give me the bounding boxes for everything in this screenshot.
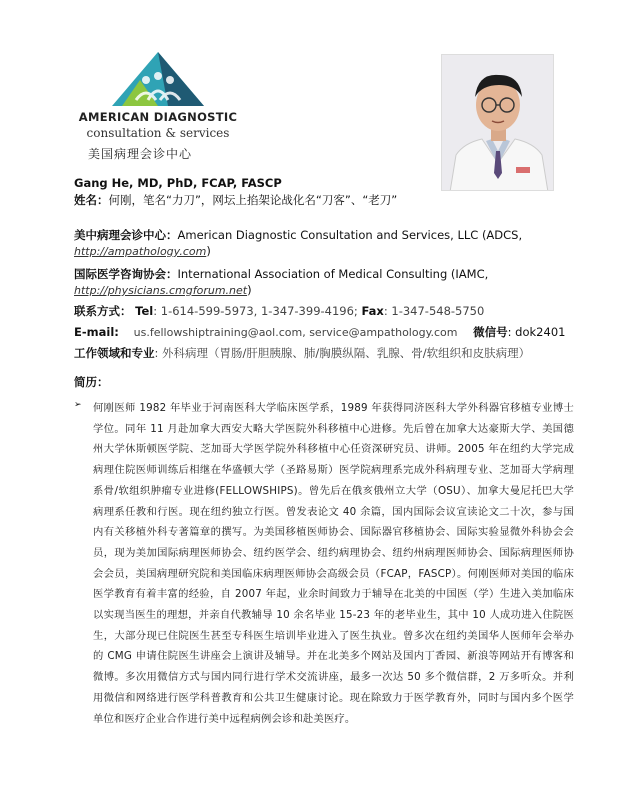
wechat-id: : dok2401 [507,325,566,339]
fax-label: Fax [361,304,384,318]
chinese-name-label: 姓名： [74,193,109,207]
logo-subtitle: consultation & services [86,126,230,140]
org-adcs-suffix: ) [206,244,211,258]
org-iamc-suffix: ) [247,283,252,297]
wechat-label: 微信号 [473,325,508,339]
bullet-arrow-icon: ➢ [74,400,82,410]
company-logo [68,50,248,165]
org-adcs-label: 美中病理会诊中心： [74,228,178,242]
specialty-text: : 外科病理（胃肠/肝胆胰腺、肺/胸膜纵隔、乳腺、骨/软组织和皮肤病理） [154,346,531,360]
org-iamc-label: 国际医学咨询协会： [74,267,178,281]
org-adcs-link-line [74,243,211,260]
tel-label: Tel [135,304,154,318]
person-portrait-icon [442,55,554,191]
contact-label: 联系方式： [74,304,132,318]
tel-numbers: : 1-614-599-5973, 1-347-399-4196; [153,304,358,318]
resume-body: 何刚医师 1982 年毕业于河南医科大学临床医学系，1989 年获得同济医科大学外科器官移植专业博士学位。同年 11 月赴加拿大西安大略大学医院外科移植中心进修。先后曾在加拿大达豪斯大学、美国德州大学休斯顿医学院、芝加哥大学医学院外科移植中心任资深研究员、讲师。2005 年在纽约大学完成病理住院医师训练后相继在华盛顿大学（圣路易斯）医学院病理系完成外科病理专业、芝加哥大学病理系骨/软组织肿瘤专业进修(FELLOWSHIPS)。曾先后在俄亥俄州立大学（OSU）、加拿大曼尼托巴大学病理系任教和行医。现在纽约独立行医。曾发表论文 40 余篇，国内国际会议宣读论文二十次，参与国内有关移植外科专著篇章的撰写。为美国移植医师协会、国际器官移植协会、国际实验显微外科协会会员，现为美加国际病理医师协会、纽约医学会、纽约病理协会、纽约州病理医师协会、国际病理医师协会会员，美国病理研究院和美国临床病理医师协会高级会员（FCAP，FASCP）。何刚医师对美国的临床医学教育有着丰富的经验，自 2007 年起，业余时间致力于辅导在北美的中国医（学）生进入美加临床以实现当医生的理想，并亲自代教辅导 10 余名毕业 15-23 年的老毕业生，其中 10 人成功进入住院医生，大部分现已住院医生甚至专科医生培训毕业进入了医生执业。曾多次在纽约美国华人医师年会举办的 CMG 申请住院医生讲座会上演讲及辅导。并在北美多个网站及国内丁香园、新浪等网站开有博客和微博。多次用微信方式与国内同行进行学术交流讲座，最多一次达 50 多个微信群，2 万多听众。并利用微信和网络进行医学科普教育和公共卫生健康讨论。现在除致力于医学教育外，同时与国内多个医学单位和医疗企业合作进行美中远程病例会诊和赴美医疗。 [93,402,574,725]
profile-photo [441,54,554,191]
logo-name: AMERICAN DIAGNOSTIC [78,110,238,124]
org-iamc-link-line [74,282,252,299]
org-iamc-text: International Association of Medical Consulting (IAMC, [177,267,489,281]
logo-emblem-icon [110,50,206,108]
org-adcs-line [74,227,522,243]
resume-section [74,398,574,729]
ampathology-link[interactable]: http://ampathology.com [74,245,207,258]
chinese-name-text: 何刚，笔名“力刀”，网坛上掐架论战化名“刀客”、“老刀” [108,193,398,207]
org-iamc-line [74,266,488,282]
email-label: E-mail: [74,325,119,339]
email-addresses[interactable]: us.fellowshiptraining@aol.com, service@ampathology.com [133,326,458,339]
contact-line [74,303,484,319]
logo-chinese-name: 美国病理会诊中心 [88,147,193,161]
cmgforum-link[interactable]: http://physicians.cmgforum.net [74,284,248,297]
org-adcs-text: American Diagnostic Consultation and Services, LLC (ADCS, [177,228,523,242]
fax-number: : 1-347-548-5750 [383,304,485,318]
specialty-label: 工作领域和专业 [74,346,155,360]
doctor-name-credentials: Gang He, MD, PhD, FCAP, FASCP [74,176,282,190]
email-line [74,324,565,341]
specialty-line [74,345,530,361]
resume-heading: 简历： [74,375,109,389]
chinese-name-line [74,192,397,208]
